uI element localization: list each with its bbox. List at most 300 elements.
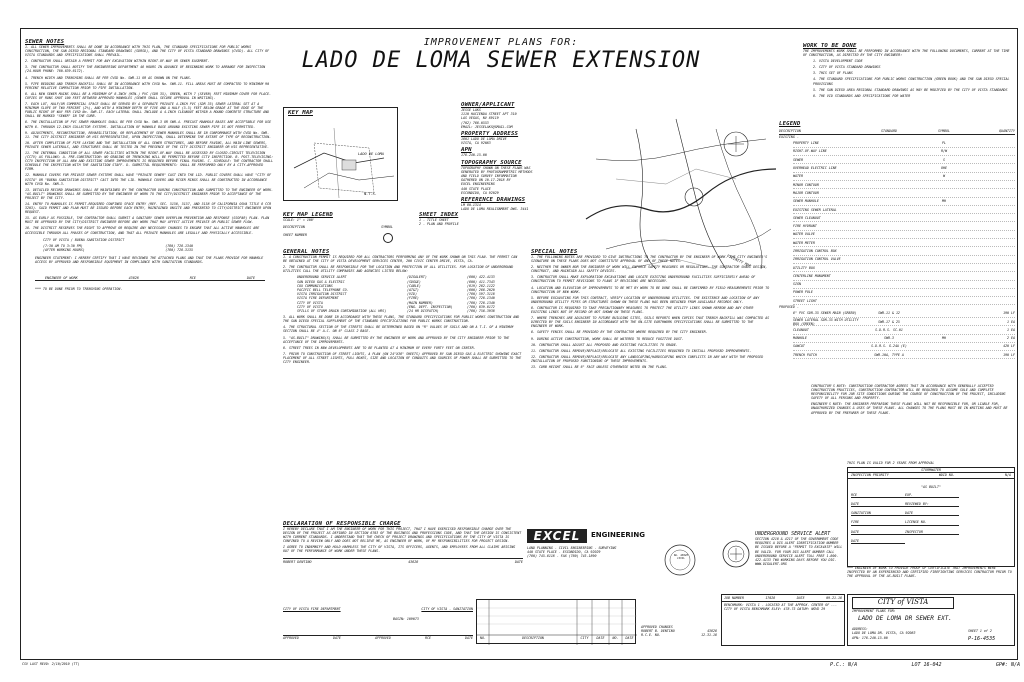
legend-description: WATER METER [793, 240, 815, 245]
excel-lines [527, 546, 647, 559]
engineer-sig-number: 43628 [128, 276, 139, 281]
info-line: GATHERED ON 10-17-2018 BY [461, 178, 511, 183]
plan-subtitle: IMPROVEMENT PLANS FOR: [423, 37, 579, 48]
sewer-note-item: 13. DETAILED RECORD DRAWINGS SHALL BE MAINTAINED BY THE CONTRACTOR DURING CONSTRUCTION AND SUBMITTED TO THE ENGINEER OF WORK. "AS-BUILT" DRAWINGS SHALL BE SUBMITTED BY THE ENGINEER OF WORK TO THE CITY/DISTRICT ENGINEER PRIOR TO ACCEPTANCE OF THE PROJECT BY THE CITY. [25, 187, 274, 200]
legend-description: IRRIGATION CONTROL BOX [793, 249, 837, 253]
footer-gp: GP#: N/A [995, 662, 1020, 668]
legend-row [793, 198, 1015, 206]
review-label: DATE [905, 511, 959, 516]
owner-info [461, 102, 571, 211]
city-address-label: ADDRESS: [852, 627, 868, 631]
revision-col: NO. [612, 636, 619, 640]
legend-row [793, 335, 1015, 343]
review-label: DATE [851, 502, 905, 507]
declaration-name: ROBERT DENTINO [283, 559, 312, 564]
plan-header [291, 37, 711, 73]
apn-heading: APN [461, 147, 472, 154]
special-note-item: 6. CONTRACTOR IS REQUIRED TO TAKE PRECAUTIONARY MEASURES TO PROTECT THE UTILITY LINES SHOWN HEREON AND ANY OTHER EXISTING LINES NOT OF RECORD OR NOT SHOWN ON THESE PLANS. [531, 305, 754, 315]
legend-description: MAJOR CONTOUR [793, 190, 819, 195]
review-label: DATE [851, 539, 905, 544]
legend-standard: S.D.R.S. G-24A (E) [871, 344, 907, 349]
sewer-note-item: 7. EACH LOT, HALF/OR COMMERCIAL SPACE SHALL BE SERVED BY A SEPARATE PRIVATE 4-INCH PVC (SDR 35) SEWER LATERAL SET AT A MINIMUM SLOPE OF TWO PERCENT (2%), AND WITH A MINIMUM DEPTH OF FIVE AND A HALF (5.5) FEET BELOW GRADE AT THE EDGE OF THE PUBLIC RIGHT OF WAY PER CVSD No. SWR-17. EACH LATERAL SHALL INCLUDE A 4-INCH CLEANOUT WITHIN A ROUND CONCRETE STRUCTURE AND SHALL BE MARKED "SEWER" IN THE CURB. [25, 102, 270, 119]
excel-logo: EXCEL [527, 529, 587, 543]
revision-table [476, 599, 636, 644]
legend-proposed-rows [779, 310, 1015, 360]
sewer-note-item: 16. THE DISTRICT RESERVES THE RIGHT TO APPROVE OR REQUIRE ANY NECESSARY CHANGES TO ENSURE THAT ALL ACTIVE MANHOLES ARE ACCESSIBLE THROUGH ALL PHASES OF CONSTRUCTION, AND THAT ALL PRIVATE MANHOLES ARE LEGALLY AND PHYSICALLY ACCESSIBLE. [25, 226, 260, 235]
general-notes-list [283, 255, 523, 273]
legend-quantity: 420 LF [1003, 344, 1015, 349]
general-note-item: 7. PRIOR TO CONSTRUCTION OF STREET LIGHTS, A PLAN (ON 24"X36" SHEETS) APPROVED BY SAN DIEGO GAS & ELECTRIC SHOWING EXACT PLACEMENT OF ALL STREET LIGHTS, PULL BOXES, SIZE AND LOCATION OF CONDUITS AND SOURCES OF POWER SHALL BE SUBMITTED TO THE CITY ENGINEER. [283, 351, 522, 365]
legend-description: WATER [793, 174, 803, 179]
apn-value: 178-240-15-00 [461, 153, 487, 158]
legend-row [793, 164, 1015, 172]
key-map-road-label: LADO DE LOMA [358, 152, 384, 156]
drawing-sheet [20, 28, 1018, 660]
contact-hours: (AFTER WORKING HOURS) [43, 247, 85, 252]
city-dwg: P-16-4535 [968, 636, 996, 642]
owner-heading: OWNER/APPLICANT [461, 102, 515, 108]
work-item: 4. THE STANDARD SPECIFICATIONS FOR PUBLIC WORKS CONSTRUCTION (GREEN BOOK) AND THE SAN DIEGO SPECIAL PROVISIONS [813, 77, 1010, 86]
legend-description: SEWER [793, 157, 803, 162]
legend-description: PROPERTY LINE [793, 141, 819, 146]
legend-col: QUANTITY [999, 128, 1015, 133]
legend-standard: SWR-17 & 25 [878, 319, 900, 324]
utility-phone: (800) 288-2020 [467, 287, 495, 292]
legend-description: OVERHEAD ELECTRIC LINE [793, 166, 837, 171]
approved-label: APPROVED [375, 636, 391, 641]
declaration-text-2: I AGREE TO INDEMNIFY AND HOLD HARMLESS THE CITY OF VISTA, ITS OFFICERS, AGENTS, AND EMPLOYEES FROM ALL CLAIMS ARISING OUT OF THE PERFORMANCE OF WORK UNDER THESE PLANS. [283, 545, 516, 554]
key-map-legend-sheet-row [283, 233, 393, 243]
utility-code: (AT&T) [407, 287, 419, 292]
sewer-footnote: *** TO BE DONE PRIOR TO TRENCHING OPERATION. [35, 287, 123, 292]
special-note-item: 1. THE FOLLOWING NOTES ARE PROVIDED TO GIVE INSTRUCTIONS TO THE CONTRACTOR BY THE ENGINEER OF WORK. THE CITY ENGINEER'S SIGNATURE ON THESE PLANS DOES NOT CONSTITUTE APPROVAL OF ANY OF THESE NOTES. [531, 255, 768, 264]
legend-row [793, 289, 1015, 297]
engineer-rce: 43628 [707, 629, 717, 634]
utility-phone: (760) 726-1340 [467, 296, 495, 301]
special-notes-list [531, 255, 771, 369]
topography-lines [461, 166, 571, 195]
info-line: 440 STATE PLACE [461, 186, 491, 191]
sheet-index [419, 212, 499, 226]
info-line: LAS VEGAS, NV 89119 [461, 116, 499, 121]
special-note-item: 4. LOCATION AND ELEVATION OF IMPROVEMENTS TO BE MET BY WORK TO BE DONE SHALL BE CONFIRMED BY FIELD MEASUREMENTS PRIOR TO CONSTRUCTION OF NEW WORK. [531, 285, 770, 294]
legend-description: SAWCUT [793, 344, 805, 349]
underground-service-alert [721, 529, 843, 593]
stormwater-box [847, 467, 1015, 567]
fire-dept-label: CITY OF VISTA FIRE DEPARTMENT [283, 607, 341, 611]
footer-lot: LOT 16-042 [911, 662, 942, 668]
utility-code: (DIGALERT) [407, 275, 427, 280]
legend-symbol: OHE [941, 166, 947, 171]
legend-symbol: R/W [941, 149, 947, 154]
legend-row [793, 173, 1015, 181]
engineer-stamp-icon [663, 543, 697, 577]
general-note-item: 3. ALL WORK SHALL BE DONE IN ACCORDANCE WITH THESE PLANS, THE STANDARD SPECIFICATIONS FOR PUBLIC WORKS CONSTRUCTION AND THE SAN DIEGO SPECIAL SUPPLEMENT OF THE STANDARD SPECIFICATIONS FOR PUBLIC WORKS CONSTRUCTION. [283, 315, 520, 324]
sheet-index-item: 2 - PLAN AND PROFILE [419, 222, 459, 227]
sewer-note-item: 2. CONTRACTOR SHALL OBTAIN A PERMIT FOR ANY EXCAVATION WITHIN RIGHT-OF-WAY OR SEWER EASEMENT. [25, 59, 210, 64]
legend-row [793, 256, 1015, 264]
legend-existing-rows [779, 140, 1015, 306]
sewer-note-item: 4. TRENCH WIDTH AND TRENCHING SHALL BE PER CVSD No. SWR-11 OR AS SHOWN ON THE PLANS. [25, 75, 192, 80]
legend-row [793, 272, 1015, 280]
sewer-notes [25, 39, 275, 639]
legend-symbol-label: SYMBOL [381, 225, 393, 230]
sewer-note-item: 9. ADJUSTMENTS, RECONSTRUCTION, REHABILITATION, OR REPLACEMENT OF SEWER MANHOLES SHALL BE IN CONFORMANCE WITH CVSD No. SWR-11. THE CITY DISTRICT ENGINEER OR HIS REPRESENTATIVE, UPON INSPECTION, SHALL DETERMINE THE EXTENT OF TYPE OF RECONSTRUCTION. [25, 130, 272, 139]
date-label: DATE [796, 596, 805, 600]
info-line: AND FIELD SURVEY INFORMATION [461, 174, 517, 179]
usa-logo-icon [721, 539, 751, 569]
excel-block [527, 529, 717, 595]
legend-symbol: MH [942, 199, 946, 204]
city-name: CITY of VISTA [852, 597, 954, 609]
stormwater-priority: INSPECTION PRIORITY [851, 473, 889, 478]
sewer-note-item: 5. PIPE BEDDING AND TRENCH BACKFILL SHALL BE IN ACCORDANCE WITH CVSD No. SWR-11. FILL AREAS MUST BE COMPACTED TO MINIMUM 90 PERCENT RELATIVE COMPACTION PRIOR TO PIPE INSTALLATION. [25, 81, 270, 90]
general-notes [283, 249, 523, 519]
utility-phone: (760) 758-3936 [467, 309, 495, 313]
city-address: LADO DE LOMA DR. VISTA, CA 92083 [852, 631, 916, 635]
info-line: VISTA, CA 92083 [461, 141, 491, 146]
general-notes-heading: GENERAL NOTES [283, 249, 330, 255]
legend-symbol: W [943, 174, 945, 179]
contact-hours: (7:30 AM TO 3:30 PM) [43, 243, 83, 248]
general-note-item: 2. THE CONTRACTOR SHALL BE RESPONSIBLE FOR THE LOCATION AND PROTECTION OF ALL UTILITIES. FOR LOCATION OF UNDERGROUND UTILITIES CALL THE UTILITY COMPANIES AND AGENCIES LISTED BELOW: [283, 265, 514, 274]
info-line: TOPOGRAPHY SHOWN ON THESE PLANS WAS [461, 165, 531, 170]
excel-word: ENGINEERING [591, 531, 646, 539]
key-map-legend-heading: KEY MAP LEGEND [283, 212, 333, 218]
sheet-index-item: 1 - TITLE SHEET [419, 218, 449, 222]
legend-quantity: 190 LF [1003, 352, 1015, 357]
key-map-legend [283, 212, 393, 243]
info-line: LM 60-1314 [461, 203, 481, 208]
usa-web: WWW.DIGALERT.ORG [755, 562, 787, 567]
review-label: REVIEWED BY: [905, 502, 959, 507]
review-label: LICENSE NO. [905, 520, 959, 525]
approval-rce-label: RCE [424, 636, 431, 641]
declaration-date-label: DATE [514, 559, 523, 564]
review-label: RCE [851, 493, 905, 498]
legend-standard: SWR-10A, TYPE A [874, 352, 904, 357]
job-value: 17028 [765, 596, 776, 600]
key-map-legend-row [283, 225, 393, 229]
property-lines [461, 137, 571, 145]
legend-description: MINOR CONTOUR [793, 182, 819, 187]
sewer-note-item: 15. AS EARLY AS POSSIBLE, THE CONTRACTOR SHALL SUBMIT A SANITARY SEWER OVERFLOW PREVENTION AND RESPONSE (SSOPAR) PLAN. PLAN MUST BE APPROVED BY THE CITY/DISTRICT ENGINEER BEFORE ANY WORK THAT MAY AFFECT ACTIVE PRIVATE OR PUBLIC SEWER FLOW. [25, 216, 270, 225]
review-label: EXP. [905, 493, 959, 498]
utility-phone: (800) 411-7343 [467, 279, 495, 284]
revision-col: DATE [625, 636, 634, 640]
legend-description: RIGHT-OF-WAY LINE [793, 149, 827, 154]
work-intro: THE IMPROVEMENTS WORK SHALL BE PERFORMED IN ACCORDANCE WITH THE FOLLOWING DOCUMENTS, CURRENT AT THE TIME OF CONSTRUCTION, AS DIRECTED BY THE CITY ENGINEER: [803, 49, 1010, 58]
utility-phone: (800) 422-4133 [467, 275, 495, 280]
legend-row [793, 343, 1015, 351]
city-project: LADO DE LOMA DR SEWER EXT. [858, 615, 952, 622]
sewer-note-item: 8. THE INSTALLATION OF PVC SEWER MANHOLES SHALL BE PER CVSD No. SWR-3 OR SWR-4. PRECAST MANHOLE BASES ARE ACCEPTABLE FOR USE WITH 8- THROUGH 12-INCH COLLECTOR SYSTEMS. INSTALLATION OF MANHOLE BASE AROUND EXISTING SEWER PIPE IS NOT PERMITTED. [25, 120, 272, 129]
excel-line: (760) 745-8118 - FAX (760) 745-1890 [527, 554, 597, 559]
info-line: GENERATED BY PHOTOGRAMMETRIC METHODS [461, 169, 533, 174]
sewer-notes-heading: SEWER NOTES [25, 39, 65, 45]
utility-name: UNDERGROUND SERVICE ALERT [297, 275, 347, 280]
legend-row [793, 214, 1015, 222]
contact-label: CITY OF VISTA / BUENA SANITATION DISTRICT [43, 237, 125, 242]
city-sheet: SHEET 1 of 2 [968, 629, 992, 633]
sheet-number-symbol-icon [383, 233, 393, 243]
review-label: FIRE [851, 520, 905, 525]
revision-col: NO. [480, 636, 486, 640]
revision-col: DESCRIPTION [522, 636, 544, 640]
declaration-rce: 43628 [408, 559, 419, 564]
sewer-note-item: 14. ENTRY TO MANHOLES IS PERMIT-REQUIRED CONFINED SPACE ENTRY (REF. SEC. 5156, 5157, AND 5158 OF CALIFORNIA OSHA TITLE 8 CCR 3203). SAID PERMIT AND PLAN MUST BE ISSUED BEFORE EACH ENTRY, MAINTAINED ONSITE AND PRESENTED TO CITY/DISTRICT ENGINEER UPON REQUEST. [25, 202, 272, 215]
engineer-sig-mid: RCE [189, 276, 196, 281]
usa-text: SECTION 4216 & 4217 OF THE GOVERNMENT CODE REQUIRES A DIG ALERT IDENTIFICATION NUMBER BE ISSUED BEFORE A "PERMIT TO EXCAVATE" WILL BE VALID. FOR YOUR DIG ALERT NUMBER CALL UNDERGROUND SERVICE ALERT TOLL FREE 1-800-422-4133 TWO WORKING DAYS BEFORE YOU DIG. [755, 537, 843, 563]
city-plans-for: IMPROVEMENT PLANS FOR: [852, 609, 896, 613]
legend-header-row [779, 127, 1015, 135]
legend-description: SEWER CLEANOUT [793, 215, 821, 220]
legend-row [793, 351, 1015, 359]
stormwater-block [847, 461, 1015, 567]
legend-row [793, 156, 1015, 164]
engineer-sig-right: DATE [246, 276, 255, 281]
legend-quantity: 2 EA [1007, 336, 1015, 341]
legend-row [793, 231, 1015, 239]
utility-name: CITY OF VISTA [297, 304, 323, 309]
engineer-sig-left: ENGINEER OF WORK [45, 276, 78, 281]
general-note-item: 5. "AS-BUILT" DRAWING(S) SHALL BE SUBMITTED BY THE ENGINEER OF WORK AND APPROVED BY THE CITY ENGINEER PRIOR TO THE ACCEPTANCE OF THE IMPROVEMENTS. [283, 335, 510, 344]
work-to-be-done [803, 43, 1013, 100]
work-item: 6. THE VID STANDARDS AND SPECIFICATIONS FOR WATER [813, 93, 911, 98]
sewer-note-item: 6. ALL NEW SEWER MAINS SHALL BE A MINIMUM OF 8-INCH (MIN.) PVC (SDR 35), GREEN, WITH 7 (SEVEN) FEET MINIMUM COVER FOR PLACE. COPIES OF RUNS SHOT 100 FEET BETWEEN APPROVED MANHOLES (SEWER SHALL SECURE APPROVAL IN WRITING). [25, 91, 272, 100]
approved-label: APPROVED [283, 636, 299, 641]
legend-row [793, 206, 1015, 214]
legend-description: TRENCH PATCH [793, 352, 817, 357]
sewer-note-item: 10. AFTER COMPLETION OF PIPE LAYING AND THE INSTALLATION OF ALL SEWER STRUCTURES, AND BEFORE PAVING, ALL MAIN LINE SEWERS, PRIVATE SEWER LATERALS, AND STRUCTURES SHALL BE TESTED IN THE PRESENCE OF THE CITY DISTRICT ENGINEER OR HIS REPRESENTATIVE. [25, 140, 270, 149]
validity-note: THIS PLAN IS VALID FOR 2 YEARS FROM APPROVAL [847, 461, 935, 465]
legend-description: SEWER LATERAL SDR-35 WITH UTILITY BOX (GREEN) [793, 317, 859, 326]
legend-row [793, 222, 1015, 230]
approved-changes-label: APPROVED CHANGES [641, 625, 673, 629]
utility-phone: (760) 639-6172 [467, 304, 495, 309]
certify-note: *** ENGINEER OF WORK TO PROVIDE PROOF OF CERTIFICATE THAT IMPROVEMENTS WERE INSPECTED BY AN EXPERIENCED AND CERTIFIED FIREFIGHTING SERVICES CONTRACTOR PRIOR TO THE APPROVAL OF THE AS-BUILT PLANS. [847, 566, 1012, 579]
excel-line: 440 STATE PLACE - ESCONDIDO, CA 92029 [527, 550, 601, 555]
special-note-item: 10. CONTRACTOR SHALL ADJUST ALL PROPOSED AND EXISTING FACILITIES TO GRADE. [531, 342, 678, 347]
engineer-statement: ENGINEER STATEMENT: I HEREBY CERTIFY THAT I HAVE REVIEWED THE ATTACHED PLANS AND THAT THE PLANS PROVIDE FOR MANHOLE ACCESS BY APPROVED AND RESPONSIBLE EQUIPMENT IN COMPLIANCE WITH SANITATION STANDARDS. [35, 256, 264, 265]
revision-col: CITY [580, 636, 589, 640]
contact-row [43, 248, 193, 252]
legend-standard: S.D.R.S. SC-01 [875, 327, 903, 332]
work-item: 3. THIS SET OF PLANS [813, 71, 853, 76]
info-line: 1601 LADO DE LOMA DRIVE [461, 137, 507, 142]
legend-heading: LEGEND [779, 121, 801, 127]
legend-symbol: PL [942, 141, 946, 146]
sewer-note-item: 12. MANHOLE COVERS FOR PRIVATE SEWER SYSTEMS SHALL HAVE "PRIVATE SEWER" CAST INTO THE LID. PUBLIC COVERS SHALL HAVE "CITY OF VISTA" OR "BUENA SANITATION DISTRICT" CAST INTO THE LID. MANHOLE COVERS AND RISER RINGS SHALL BE CONSTRUCTED IN ACCORDANCE WITH CVSD No. SWR-3. [25, 173, 272, 186]
sheet-index-heading: SHEET INDEX [419, 212, 459, 218]
special-note-item: 11. CONTRACTOR SHALL REMOVE/REPLACE/RELOCATE ALL EXISTING FACILITIES REQUIRED TO INSTALL PROPOSED IMPROVEMENTS. [531, 348, 752, 353]
contact-phone: (760) 726-1340 [165, 243, 193, 248]
approval-block [283, 607, 473, 647]
approval-signature-row [283, 635, 473, 640]
utility-name: CITY OF VISTA [297, 300, 323, 305]
legend-row [793, 181, 1015, 189]
work-list [803, 59, 1013, 98]
special-note-item: 13. CURB HEIGHT SHALL BE 6" FACE UNLESS OTHERWISE NOTED ON THE PLANS. [531, 364, 668, 369]
key-map-heading: KEY MAP [288, 110, 313, 116]
utility-phone: (760) 597-3116 [467, 292, 495, 297]
excel-line: LAND PLANNING - CIVIL ENGINEERING - SURVEYING [527, 546, 617, 550]
general-note-item: 1. A CONSTRUCTION PERMIT IS REQUIRED FOR ALL CONTRACTORS PERFORMING ANY OF THE WORK SHOWN ON THIS PLAN. THE PERMIT CAN BE OBTAINED AT THE CITY OF VISTA DEVELOPMENT SERVICES CENTER, 200 CIVIC CENTER DRIVE, VISTA, CA. [283, 255, 518, 264]
vicinity-map-label: VICINITY MAP [726, 253, 752, 269]
utility-code: (ENG. DEPT. INSPECTION) [407, 304, 453, 309]
sewer-note-item: 11. THE INTERNAL CONDITION OF ALL SEWER FACILITIES WITHIN THE RIGHT-OF-WAY SHALL BE ASSESSED BY CLOSED-CIRCUIT TELEVISION (CCTV) AS FOLLOWS: A. PRE-CONSTRUCTION: NO GRADING OR TRENCHING WILL BE PERMITTED BEFORE CCTV INSPECTION. B. POST-TELEVISING: CCTV INSPECTION OF ALL NEW AND EXISTING SEWER IMPROVEMENTS IS REQUIRED BEFORE FINAL PAVING. C. SCHEDULE: THE CONTRACTOR SHALL SCHEDULE THE INSPECTION WITH THE SANITATION STAFF. D. SUBMITTAL REQUIREMENTS: SHALL BE PERFORMED ONLY BY A CITY-APPROVED FIRM. [25, 150, 274, 172]
review-labels [848, 489, 1014, 548]
reference-lines [461, 203, 571, 211]
benchmark: BENCHMARK: VISTA 1 - LOCATED AT THE APPROX. CENTER OF ... CITY OF VISTA BENCHMARK ELEV: 478.75 DATUM: NGVD 29 [724, 603, 838, 612]
footer-left: CSV LAST REVD: 2/10/2010 (TT) [22, 662, 80, 666]
legend-description: 8" PVC SDR-35 SEWER MAIN (GREEN) [793, 311, 857, 316]
owner-lines [461, 108, 571, 129]
special-note-item: 5. BEFORE EXCAVATING FOR THIS CONTRACT, VERIFY LOCATION OF UNDERGROUND UTILITIES. THE EXISTENCE AND LOCATION OF ANY UNDERGROUND UTILITY PIPES OR STRUCTURES SHOWN ON THESE PLANS HAS BEEN OBTAINED FROM AVAILABLE RECORDS ONLY. [531, 295, 760, 304]
legend-row [793, 140, 1015, 148]
info-line: EXCEL ENGINEERING [461, 182, 495, 187]
stamp-line: CIVIL [677, 557, 685, 560]
stormwater-heading: STORMWATER [848, 468, 1014, 473]
footer-pc: P.C.: N/A [830, 662, 858, 668]
utility-code: (SDG&E) [407, 279, 421, 284]
special-note-item: 8. SAFETY FENCES SHALL BE PROVIDED BY THE CONTRACTOR WHERE REQUIRED BY THE CITY ENGINEER. [531, 330, 708, 335]
engineer-label: R.C.E. NO. [641, 633, 661, 638]
legend-description: POWER POLE [793, 290, 813, 295]
declaration-signature [283, 558, 523, 564]
legend-description: WATER VALVE [793, 232, 815, 237]
legend-row [793, 281, 1015, 289]
date-value: 09-21-18 [826, 596, 842, 600]
stormwater-wdid: WDID NO. [938, 473, 955, 478]
engineer-exp: 12-31-18 [701, 633, 717, 638]
info-line: EMAIL: JESSELAKS@GMAIL.COM [461, 124, 513, 129]
work-item: 1. VISTA DEVELOPMENT CODE [813, 59, 863, 64]
sewer-note-item: 3. THE CONTRACTOR SHALL NOTIFY THE ENGINEERING DEPARTMENT 48 HOURS IN ADVANCE OF BEGINNING WORK TO ARRANGE FOR INSPECTION (24-HOUR PHONE: 760-639-6172). [25, 65, 266, 74]
reference-heading: REFERENCE DRAWINGS [461, 197, 526, 204]
review-label: INSPECTOR [905, 530, 959, 535]
legend-sheet-label: SHEET NUMBER [283, 233, 307, 238]
legend-description: MANHOLE [793, 336, 807, 341]
property-heading: PROPERTY ADDRESS [461, 131, 519, 138]
legend-quantity: 1 EA [1007, 319, 1015, 324]
special-note-item: 7. WHERE TRENCHES ARE ADJACENT TO FUTURE BUILDING SITES, SOILS REPORTS WHEN COPIES THAT TRENCH BACKFILL WAS COMPACTED AS DIRECTED BY THE SOILS ENGINEER IN ACCORDANCE WITH THE ON-SITE EARTHWORK SPECIFICATIONS SHALL BE SUBMITTED TO THE ENGINEER OF WORK. [531, 316, 770, 329]
legend-row [793, 148, 1015, 156]
info-line: 1110 HACIENDA STREET APT 310 [461, 112, 517, 117]
legend-description: SIGN [793, 282, 801, 287]
legend-standard: SWR-11 & 12 [878, 311, 900, 316]
utility-name: VISTA IRRIGATION DISTRICT [297, 292, 347, 297]
stormwater-wdid-value: N/A [1005, 473, 1011, 478]
contact-phone: (760) 726-3135 [165, 247, 193, 252]
contractor-engineer-notes [811, 384, 1011, 417]
utility-phone: (760) 726-1340 [467, 300, 495, 305]
utility-name: VISTA FIRE DEPARTMENT [297, 296, 339, 301]
general-note-item: 4. THE STRUCTURAL SECTION OF THE STREETS SHALL BE DETERMINED BASED ON "R" VALUES OF SOILS AND ON A T.I. OF A MINIMUM SECTION SHALL BE 4" A.C. ON 6" CLASS 2 BASE. [283, 325, 514, 334]
legend-description-label: DESCRIPTION [283, 225, 305, 230]
footer-right [830, 662, 1020, 668]
legend-row [793, 297, 1015, 305]
legend-row [793, 247, 1015, 255]
stamp-line: No. 43628 [673, 554, 689, 557]
utility-code: (VID) [407, 292, 417, 297]
utility-code: (MAIN NUMBER) [407, 300, 433, 305]
special-note-item: 2. NEITHER THE OWNER NOR THE ENGINEER OF WORK WILL ENFORCE SAFETY MEASURES OR REGULATIONS. THE CONTRACTOR SHALL DESIGN, CONSTRUCT, AND MAINTAIN ALL SAFETY DEVICES. [531, 265, 768, 274]
special-note-item: 3. CONTRACTOR SHALL MAKE EXPLORATION EXCAVATIONS AND LOCATE EXISTING UNDERGROUND FACILITIES SUFFICIENTLY AHEAD OF CONSTRUCTION TO PERMIT REVISIONS TO PLANS IF REVISIONS ARE NECESSARY. [531, 275, 756, 284]
sanitation-label: CITY OF VISTA - SANITATION [421, 607, 473, 611]
declaration-text: I HEREBY DECLARE THAT I AM THE ENGINEER OF WORK FOR THIS PROJECT, THAT I HAVE EXERCISED RESPONSIBLE CHARGE OVER THE DESIGN OF THE PROJECT AS DEFINED IN SECTION 6703 OF THE BUSINESS AND PROFESSIONS CODE, AND THAT THE DESIGN IS CONSISTENT WITH CURRENT STANDARDS. I UNDERSTAND THAT THE CHECK OF PROJECT DRAWINGS AND SPECIFICATIONS BY THE CITY OF VISTA IS CONFINED TO A REVIEW ONLY AND DOES NOT RELIEVE ME, AS ENGINEER OF WORK, OF MY RESPONSIBILITIES FOR PROJECT DESIGN. [283, 527, 522, 544]
engineer-signature-line [35, 270, 265, 281]
info-line: ESCONDIDO, CA 92029 [461, 190, 499, 195]
contact-list [25, 244, 275, 252]
legend-proposed-label: PROPOSED - [779, 305, 799, 310]
key-map-legend-scale: SCALE: 1" = 100' [283, 218, 315, 222]
basin-label: BASIN: 109073 [393, 617, 419, 622]
special-note-item: 9. DURING ACTIVE CONSTRUCTION, WORK SHALL BE WATERED TO REDUCE FUGITIVE DUST. [531, 336, 684, 341]
legend-description: UTILITY BOX [793, 265, 815, 270]
engineer-name: ROBERT B. DENTINO [641, 629, 675, 634]
special-notes [531, 249, 771, 539]
plan-title: LADO DE LOMA SEWER EXTENSION [301, 48, 701, 73]
legend-standard: SWR-3 [884, 336, 894, 341]
key-map [283, 107, 398, 201]
contractor-note: CONTRACTOR'S NOTE: CONSTRUCTION CONTRACTOR AGREES THAT IN ACCORDANCE WITH GENERALLY ACCEPTED CONSTRUCTION PRACTICES, CONSTRUCTION CONTRACTOR WILL BE REQUIRED TO ASSUME SOLE AND COMPLETE RESPONSIBILITY FOR JOB SITE CONDITIONS DURING THE COURSE OF CONSTRUCTION OF THE PROJECT, INCLUDING SAFETY OF ALL PERSONS AND PROPERTY. [811, 384, 1006, 401]
legend-quantity: 190 LF [1003, 311, 1015, 316]
legend-description: IRRIGATION CONTROL VALVE [793, 257, 841, 262]
legend-description: SEWER MANHOLE [793, 199, 819, 204]
utility-row [297, 309, 523, 313]
utility-code: (24 HR DISPATCH) [407, 309, 439, 313]
sewer-note-item: 1. ALL SEWER IMPROVEMENTS SHALL BE DONE IN ACCORDANCE WITH THIS PLAN, THE STANDARD SPECIFICATIONS FOR PUBLIC WORKS CONSTRUCTION, THE SAN DIEGO REGIONAL STANDARD DRAWINGS (SDRSD), AND THE CITY OF VISTA STANDARD DRAWINGS (CVSD). ALL CITY OF VISTA STANDARDS AND SPECIFICATIONS SHALL PREVAIL. [25, 45, 270, 58]
legend-description: EXISTING SEWER LATERAL [793, 207, 837, 212]
usa-title: UNDERGROUND SERVICE ALERT [755, 531, 831, 537]
general-note-item: 6. STREET TREES IN NEW DEVELOPMENTS ARE TO BE PLANTED AT A MINIMUM OF EVERY FORTY FEET ON CENTER. [283, 345, 476, 350]
utility-name: SAN DIEGO GAS & ELECTRIC [297, 279, 345, 284]
legend-col: STANDARD [881, 128, 897, 133]
utility-name: SPILLS OF STORM DRAIN CONTAMINATION (ALL HRS) [297, 309, 387, 313]
utility-list [283, 275, 523, 313]
info-line: LADO DE LOMA REALIGNMENT DWG. 3441 [461, 207, 529, 212]
legend-symbol: S [943, 157, 945, 162]
legend-row [793, 318, 1015, 326]
info-line: JESSE LAKS [461, 108, 481, 112]
job-label: JOB NUMBER [724, 596, 744, 600]
declaration-heading: DECLARATION OF RESPONSIBLE CHARGE [283, 521, 401, 527]
info-line: (702) 788-0553 [461, 120, 489, 125]
city-apn: APN: 178-240-15-00 [852, 636, 888, 640]
legend-row [793, 189, 1015, 197]
approval-date-label: DATE [465, 636, 473, 641]
legend-row [793, 239, 1015, 247]
stormwater-priority-row [848, 473, 1014, 478]
legend-description: CENTERLINE MONUMENT [793, 273, 831, 278]
topography-heading: TOPOGRAPHY SOURCE [461, 159, 522, 166]
job-block [721, 594, 845, 646]
revision-col: DATE [596, 636, 605, 640]
legend-existing-label: EXISTING - [779, 135, 799, 140]
as-built-label: "AS BUILT" [921, 484, 941, 489]
legend-col: SYMBOL [938, 128, 950, 133]
stamp-text [667, 554, 695, 560]
engineer-info [641, 599, 717, 644]
approval-date-label: DATE [332, 636, 341, 641]
legend-symbol: MH [942, 336, 946, 341]
utility-name: COX COMMUNICATIONS [297, 283, 333, 288]
legend-description: FIRE HYDRANT [793, 224, 817, 229]
work-heading: WORK TO BE DONE [803, 43, 857, 49]
legend-col: DESCRIPTION [779, 128, 801, 133]
legend-quantity: 1 EA [1007, 327, 1015, 332]
